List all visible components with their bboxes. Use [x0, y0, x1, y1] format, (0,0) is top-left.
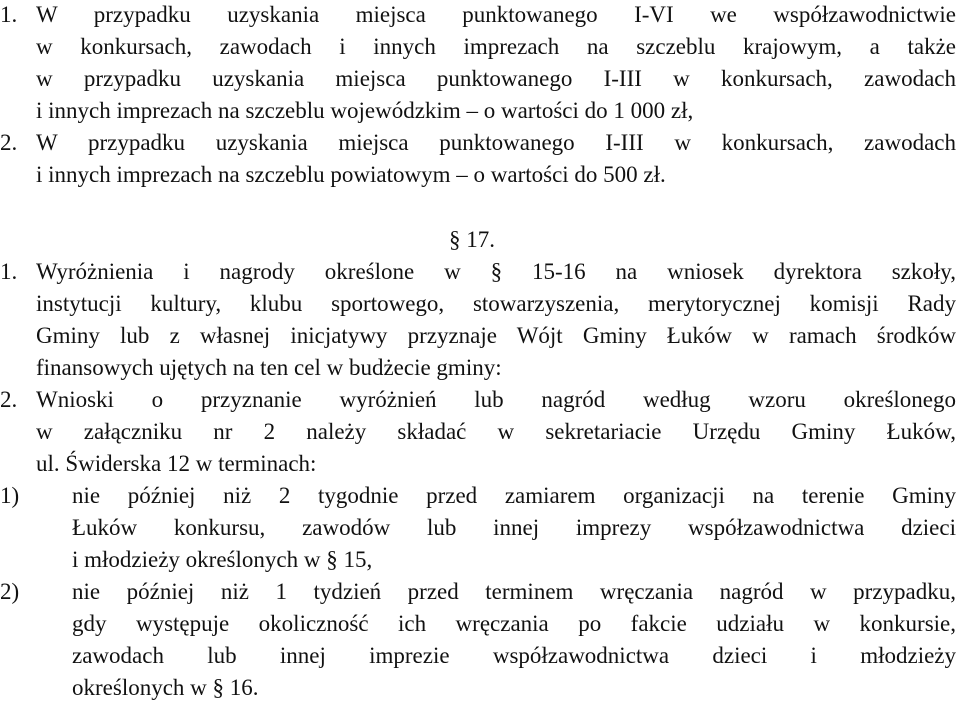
subitem-1-line-1 — [0, 481, 960, 511]
section-a-item-2-text-1: W przypadku uzyskania miejsca punktowanego I-III w konkursach, zawodach — [36, 130, 956, 155]
section-b-item-2-line-2 — [0, 417, 960, 447]
section-b-item-1-number: 1. — [0, 259, 18, 284]
section-b-item-1-line-4 — [0, 353, 960, 383]
section-b-item-2-text-1: Wnioski o przyznanie wyróżnień lub nagród według wzoru określonego — [36, 387, 956, 412]
subitem-2-line-1 — [0, 577, 960, 607]
section-a-item-1-line-3 — [0, 64, 960, 94]
section-a-item-1-number: 1. — [0, 2, 18, 27]
subitem-1-number: 1) — [0, 483, 20, 508]
section-a-item-1-line-4 — [0, 96, 960, 126]
subitem-2-text-3: zawodach lub innej imprezie współzawodnictwa dzieci i młodzieży — [72, 643, 956, 668]
section-a-item-2-line-2 — [0, 160, 960, 190]
subitem-2-line-2 — [0, 609, 960, 639]
section-b-item-1-line-3 — [0, 321, 960, 351]
section-a-item-2-text-2: i innych imprezach na szczeblu powiatowym – o wartości do 500 zł. — [36, 162, 666, 187]
section-b-item-2-text-2: w załączniku nr 2 należy składać w sekretariacie Urzędu Gminy Łuków, — [36, 419, 956, 444]
section-a-item-1-line-1 — [0, 0, 960, 30]
subitem-2-text-2: gdy występuje okoliczność ich wręczania po fakcie udziału w konkursie, — [72, 611, 956, 636]
subitem-2-number: 2) — [0, 579, 20, 604]
section-a-item-1-text-3: w przypadku uzyskania miejsca punktowanego I-III w konkursach, zawodach — [36, 66, 956, 91]
subitem-1-text-2: Łuków konkursu, zawodów lub innej imprezy współzawodnictwa dzieci — [72, 515, 956, 540]
section-a-item-1-text-1: W przypadku uzyskania miejsca punktowanego I-VI we współzawodnictwie — [36, 2, 956, 27]
subitem-2-line-4 — [0, 673, 960, 703]
section-b-item-1-line-1 — [0, 257, 960, 287]
section-a-item-2-number: 2. — [0, 130, 18, 155]
paragraph-heading-text: § 17. — [449, 227, 495, 252]
section-b-item-2-line-3 — [0, 449, 960, 479]
subitem-2-text-1: nie później niż 1 tydzień przed terminem wręczania nagród w przypadku, — [72, 579, 956, 604]
section-b-item-2-number: 2. — [0, 387, 18, 412]
section-b-item-2-text-3: ul. Świderska 12 w terminach: — [36, 451, 317, 476]
section-b-item-1-line-2 — [0, 289, 960, 319]
subitem-1-line-3 — [0, 545, 960, 575]
section-a-item-2-line-1 — [0, 128, 960, 158]
paragraph-heading — [0, 225, 960, 255]
subitem-2-text-4: określonych w § 16. — [72, 675, 259, 700]
section-b-item-1-text-4: finansowych ujętych na ten cel w budżecie gminy: — [36, 355, 502, 380]
section-b-item-1-text-2: instytucji kultury, klubu sportowego, stowarzyszenia, merytorycznej komisji Rady — [36, 291, 956, 316]
section-a-item-1-line-2 — [0, 32, 960, 62]
section-a-item-1-text-4: i innych imprezach na szczeblu wojewódzkim – o wartości do 1 000 zł, — [36, 98, 694, 123]
subitem-2-line-3 — [0, 641, 960, 671]
section-b-item-2-line-1 — [0, 385, 960, 415]
subitem-1-line-2 — [0, 513, 960, 543]
section-a-item-1-text-2: w konkursach, zawodach i innych imprezach na szczeblu krajowym, a także — [36, 34, 956, 59]
section-b-item-1-text-3: Gminy lub z własnej inicjatywy przyznaje Wójt Gminy Łuków w ramach środków — [36, 323, 956, 348]
subitem-1-text-3: i młodzieży określonych w § 15, — [72, 547, 373, 572]
section-b-item-1-text-1: Wyróżnienia i nagrody określone w § 15-16 na wniosek dyrektora szkoły, — [36, 259, 956, 284]
subitem-1-text-1: nie później niż 2 tygodnie przed zamiarem organizacji na terenie Gminy — [72, 483, 956, 508]
